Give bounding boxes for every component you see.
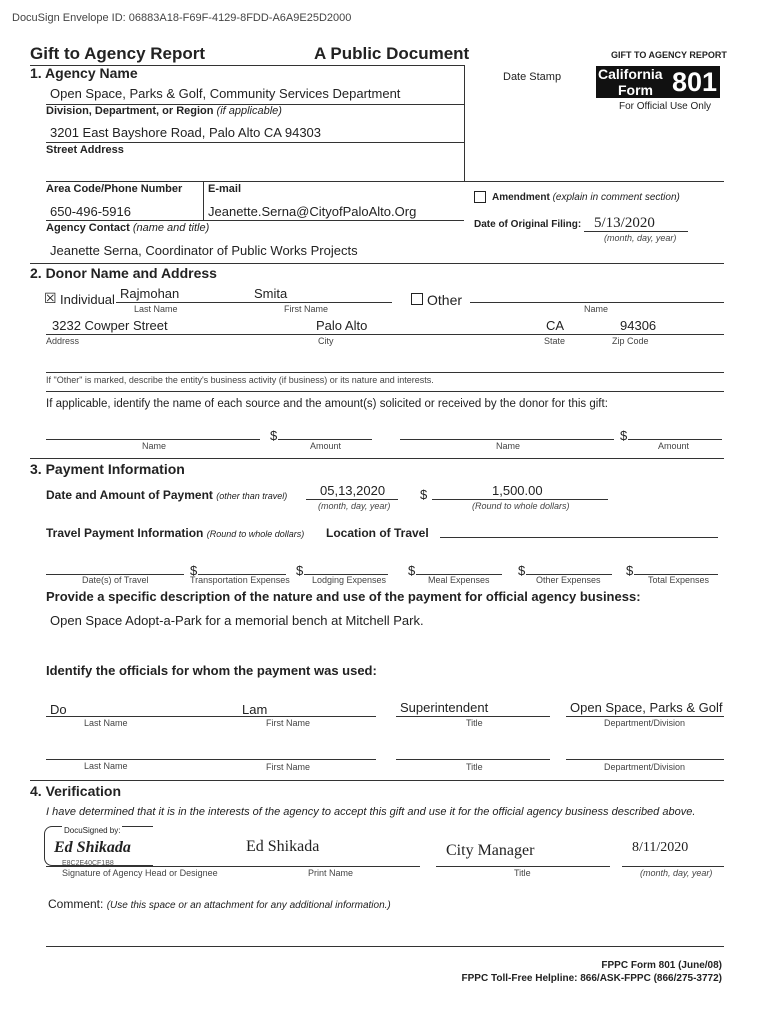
- verification-mdy: (month, day, year): [640, 868, 713, 878]
- description-heading: Provide a specific description of the nature and use of the payment for official agency business:: [46, 589, 641, 604]
- travel-dates-label: Date(s) of Travel: [82, 575, 149, 585]
- payment-dollar: $: [420, 487, 428, 502]
- amendment-checkbox[interactable]: [474, 191, 486, 203]
- footer-form: FPPC Form 801 (June/08): [601, 960, 722, 971]
- street-address-label: Street Address: [46, 144, 124, 156]
- official-department: Open Space, Parks & Golf: [570, 700, 723, 715]
- official-title-label-1: Title: [466, 718, 483, 728]
- date-stamp-label: Date Stamp: [503, 71, 562, 83]
- individual-checkbox[interactable]: ☒: [44, 290, 57, 306]
- section-payment-heading: 3. Payment Information: [30, 461, 185, 477]
- official-title: Superintendent: [400, 700, 489, 715]
- official-last-name: Do: [50, 702, 67, 717]
- source-amount-label-2: Amount: [658, 441, 690, 451]
- source-name-label-2: Name: [496, 441, 521, 451]
- signature: Ed Shikada: [54, 839, 131, 856]
- source-name-label-1: Name: [142, 441, 167, 451]
- other-expenses-label: Other Expenses: [536, 575, 601, 585]
- total-expenses-label: Total Expenses: [648, 575, 710, 585]
- official-last-label-2: Last Name: [84, 761, 128, 771]
- location-label: Location of Travel: [326, 526, 429, 540]
- transport-label: Transportation Expenses: [190, 575, 290, 585]
- comment-label: Comment: (Use this space or an attachment for any additional information.): [48, 897, 391, 911]
- official-use-label: For Official Use Only: [619, 101, 712, 112]
- official-first-label-2: First Name: [266, 762, 311, 772]
- meal-label: Meal Expenses: [428, 575, 490, 585]
- individual-label: Individual: [60, 292, 115, 307]
- lodging-label: Lodging Expenses: [312, 575, 387, 585]
- official-dept-label-2: Department/Division: [604, 762, 686, 772]
- donor-city: Palo Alto: [316, 318, 368, 333]
- donor-first-label: First Name: [284, 304, 329, 314]
- section-donor-heading: 2. Donor Name and Address: [30, 265, 217, 281]
- print-name: Ed Shikada: [246, 838, 320, 855]
- original-filing-date: 5/13/2020: [594, 215, 655, 231]
- print-name-label: Print Name: [308, 868, 354, 878]
- contact-label: Agency Contact (name and title): [46, 222, 210, 234]
- payment-round-note: (Round to whole dollars): [472, 501, 570, 511]
- badge-form-number: 801: [672, 67, 718, 97]
- donor-first-name: Smita: [254, 286, 288, 301]
- source-dollar-2: $: [620, 428, 628, 443]
- payment-amount: 1,500.00: [492, 483, 543, 498]
- payment-description: Open Space Adopt-a-Park for a memorial bench at Mitchell Park.: [50, 613, 424, 628]
- public-document: A Public Document: [314, 44, 470, 63]
- other-note: If "Other" is marked, describe the entity's business activity (if business) or its nature and interests.: [46, 375, 434, 385]
- signature-label: Signature of Agency Head or Designee: [62, 868, 218, 878]
- official-last-label-1: Last Name: [84, 718, 128, 728]
- donor-address: 3232 Cowper Street: [52, 318, 168, 333]
- verification-date: 8/11/2020: [632, 840, 689, 855]
- docusigned-label: DocuSigned by:: [64, 826, 121, 835]
- travel-payment-label: Travel Payment Information (Round to whole dollars): [46, 526, 305, 540]
- date-amount-label: Date and Amount of Payment (other than travel): [46, 488, 288, 502]
- agency-email: Jeanette.Serna@CityofPaloAlto.Org: [208, 204, 417, 219]
- division-label: Division, Department, or Region (if applicable): [46, 105, 282, 117]
- state-label: State: [544, 336, 566, 346]
- official-first-label-1: First Name: [266, 718, 311, 728]
- source-note: If applicable, identify the name of each source and the amount(s) solicited or received by the donor for this gift:: [46, 398, 608, 410]
- agency-phone: 650-496-5916: [50, 204, 131, 219]
- donor-last-label: Last Name: [134, 304, 178, 314]
- badge-california: California: [598, 66, 663, 82]
- form-badge: [596, 66, 720, 98]
- amendment-label: Amendment (explain in comment section): [492, 192, 680, 203]
- source-dollar-1: $: [270, 428, 278, 443]
- payment-date: 05,13,2020: [320, 483, 386, 498]
- section-verification-heading: 4. Verification: [30, 783, 122, 799]
- official-first-name: Lam: [242, 702, 268, 717]
- agency-address: 3201 East Bayshore Road, Palo Alto CA 94303: [50, 125, 322, 140]
- other-dollar: $: [518, 563, 526, 578]
- officials-heading: Identify the officials for whom the payment was used:: [46, 663, 377, 678]
- phone-label: Area Code/Phone Number: [46, 183, 183, 195]
- original-filing-label: Date of Original Filing:: [474, 219, 582, 230]
- signer-id: E8C2E40CF1B8: [62, 860, 114, 867]
- agency-name: Open Space, Parks & Golf, Community Services Department: [50, 86, 401, 101]
- official-dept-label-1: Department/Division: [604, 718, 686, 728]
- original-filing-mdy: (month, day, year): [604, 233, 677, 243]
- donor-last-name: Rajmohan: [120, 286, 180, 301]
- total-dollar: $: [626, 563, 634, 578]
- footer-helpline: FPPC Toll-Free Helpline: 866/ASK-FPPC (866/275-3772): [461, 973, 722, 984]
- agency-contact: Jeanette Serna, Coordinator of Public Works Projects: [50, 243, 358, 258]
- other-label: Other: [427, 292, 463, 308]
- form-title: Gift to Agency Report: [30, 44, 206, 63]
- envelope-id: DocuSign Envelope ID: 06883A18-F69F-4129-8FDD-A6A9E25D2000: [12, 12, 352, 24]
- donor-state: CA: [546, 318, 565, 333]
- section-agency-heading: 1. Agency Name: [30, 65, 138, 81]
- official-title-label-2: Title: [466, 762, 483, 772]
- other-name-label: Name: [584, 304, 609, 314]
- transport-dollar: $: [190, 563, 198, 578]
- payment-date-mdy: (month, day, year): [318, 501, 391, 511]
- other-checkbox[interactable]: [411, 293, 423, 305]
- zip-label: Zip Code: [612, 336, 649, 346]
- badge-form: Form: [618, 82, 653, 98]
- address-label: Address: [46, 336, 80, 346]
- lodging-dollar: $: [296, 563, 304, 578]
- title-label: Title: [514, 868, 531, 878]
- verification-statement: I have determined that it is in the interests of the agency to accept this gift and use it for the official agency business described above.: [46, 806, 696, 818]
- source-amount-label-1: Amount: [310, 441, 342, 451]
- donor-zip: 94306: [620, 318, 657, 333]
- meal-dollar: $: [408, 563, 416, 578]
- city-label: City: [318, 336, 334, 346]
- signer-title: City Manager: [446, 842, 535, 859]
- report-label: GIFT TO AGENCY REPORT: [611, 50, 727, 60]
- email-label: E-mail: [208, 183, 242, 195]
